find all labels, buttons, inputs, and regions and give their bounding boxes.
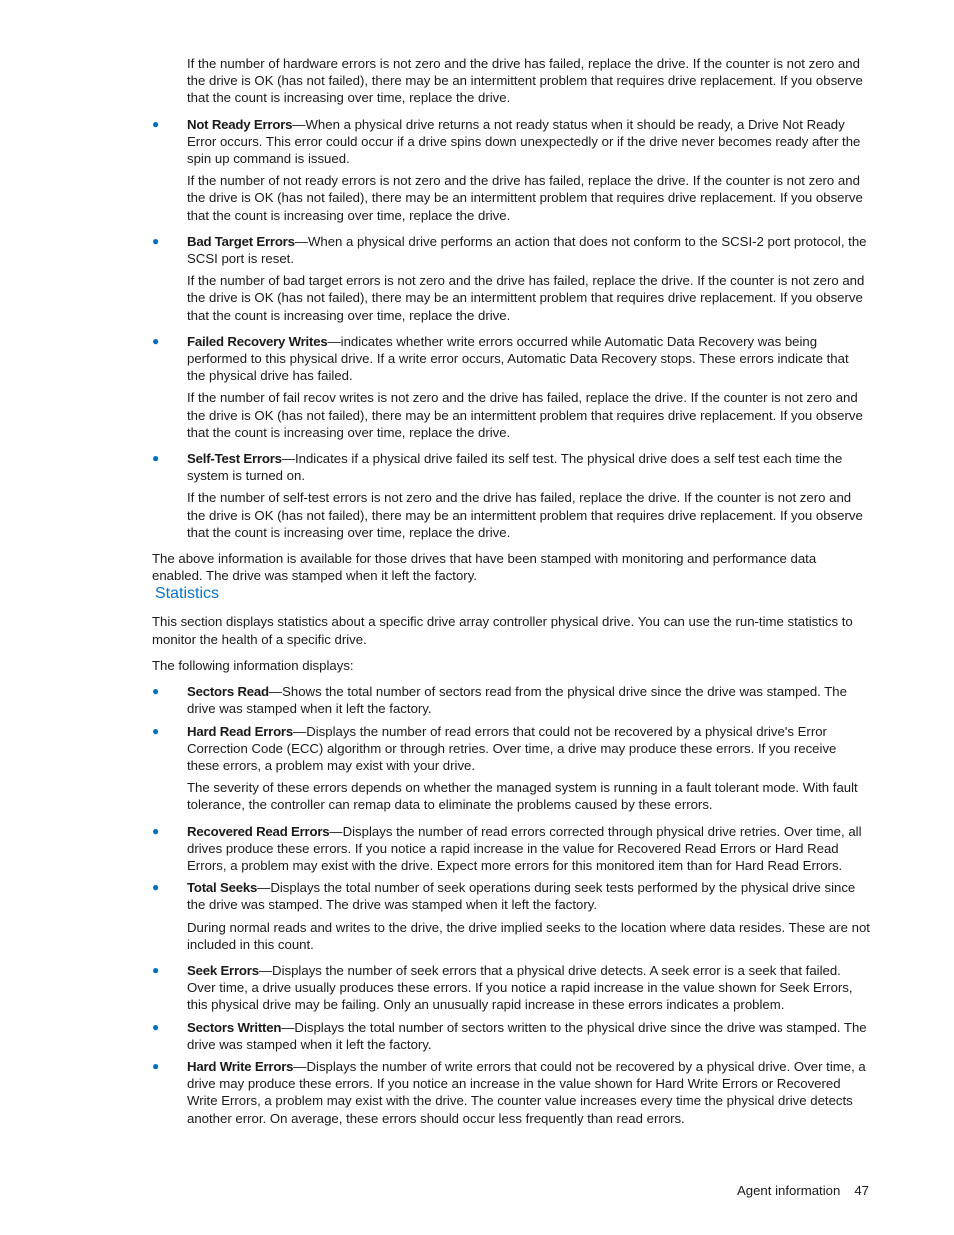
bullet-icon: ● — [152, 233, 160, 248]
term-label: Self-Test Errors — [187, 451, 282, 467]
list-item-text — [187, 1019, 870, 1053]
list-item-note: If the number of fail recov writes is not zero and the drive has failed, replace the drive. If the counter is not zero and the drive is OK (has not failed), there may be an intermittent problem that requires drive replacement. If you observe that the count is increasing over time, replace the drive. — [187, 390, 863, 440]
term-description: —When a physical drive returns a not ready status when it should be ready, a Drive Not Ready Error occurs. This error could occur if a drive spins down unexpectedly or if the drive never becomes ready after the spin up command is issued. — [187, 116, 861, 167]
list-item-text — [187, 962, 870, 1014]
list-item-not-ready-errors — [152, 116, 870, 224]
list-item-text — [187, 879, 870, 913]
list-item-note: If the number of self-test errors is not zero and the drive has failed, replace the drive. If the counter is not zero and the drive is OK (has not failed), there may be an intermittent problem that requires drive replacement. If you observe that the count is increasing over time, replace the drive. — [187, 490, 863, 540]
list-item-text — [187, 333, 870, 385]
list-item-recovered-read-errors — [152, 823, 870, 875]
term-label: Failed Recovery Writes — [187, 333, 328, 349]
list-item-note: During normal reads and writes to the drive, the drive implied seeks to the location where data resides. These are not included in this count. — [187, 919, 870, 952]
bullet-icon: ● — [152, 823, 160, 838]
term-label: Total Seeks — [187, 880, 258, 896]
bullet-icon: ● — [152, 1019, 160, 1034]
term-label: Bad Target Errors — [187, 233, 295, 249]
term-label: Sectors Written — [187, 1019, 282, 1035]
term-description: —Displays the number of seek errors that a physical drive detects. A seek error is a seek that failed. Over time, a drive usually produces these errors. If you notice a rapid increase in the value shown for Seek Errors, this physical drive may be failing. Only an unusually rapid increase in these errors indicates a problem. — [187, 962, 853, 1013]
term-label: Hard Read Errors — [187, 723, 294, 739]
list-item-text — [187, 823, 870, 875]
intro-paragraph: If the number of hardware errors is not zero and the drive has failed, replace the drive. If the counter is not zero and the drive is OK (has not failed), there may be an intermittent problem that requires drive replacement. If you observe that the count is increasing over time, replace the drive. — [187, 56, 863, 106]
term-description: —Displays the total number of seek operations during seek tests performed by the physical drive since the drive was stamped. The drive was stamped when it left the factory. — [187, 880, 856, 913]
list-item-hard-read-errors — [152, 723, 870, 814]
list-item-bad-target-errors — [152, 233, 870, 324]
bullet-icon: ● — [152, 684, 160, 699]
list-item-note: If the number of not ready errors is not zero and the drive has failed, replace the drive. If the counter is not zero and the drive is OK (has not failed), there may be an intermittent problem that requires drive replacement. If you observe that the count is increasing over time, replace the drive. — [187, 173, 863, 223]
above-info-paragraph: The above information is available for those drives that have been stamped with monitoring and performance data enabled. The drive was stamped when it left the factory. — [152, 551, 817, 584]
following-paragraph: The following information displays: — [152, 657, 354, 673]
list-item-text — [187, 233, 870, 267]
term-label: Hard Write Errors — [187, 1058, 294, 1074]
bullet-icon: ● — [152, 451, 160, 466]
list-item-text — [187, 1058, 870, 1127]
footer-label: Agent information — [736, 1183, 841, 1198]
list-item-text — [187, 723, 870, 775]
list-item-seek-errors — [152, 962, 870, 1014]
term-label: Recovered Read Errors — [187, 823, 330, 839]
list-item-note: If the number of bad target errors is not zero and the drive has failed, replace the drive. If the counter is not zero and the drive is OK (has not failed), there may be an intermittent problem that requires drive replacement. If you observe that the count is increasing over time, replace the drive. — [187, 273, 865, 323]
list-item-text — [187, 116, 870, 168]
section-heading-statistics: Statistics — [155, 585, 220, 603]
term-description: —Displays the total number of sectors written to the physical drive since the drive was stamped. The drive was stamped when it left the factory. — [187, 1019, 867, 1052]
list-item-hard-write-errors — [152, 1058, 870, 1127]
term-label: Not Ready Errors — [187, 116, 293, 132]
term-label: Sectors Read — [187, 684, 269, 700]
list-item-note: The severity of these errors depends on whether the managed system is running in a fault tolerant mode. With fault tolerance, the controller can remap data to eliminate the problems caused by these errors. — [187, 780, 858, 813]
bullet-icon: ● — [152, 1058, 160, 1073]
section-intro-paragraph: This section displays statistics about a specific drive array controller physical drive. You can use the run-time statistics to monitor the health of a specific drive. — [152, 614, 853, 647]
page-content — [152, 55, 870, 1127]
list-item-text — [187, 683, 870, 717]
list-item-text — [187, 450, 870, 484]
bullet-icon: ● — [152, 723, 160, 738]
bullet-icon: ● — [152, 116, 160, 131]
term-description: —Indicates if a physical drive failed its self test. The physical drive does a self test each time the system is turned on. — [187, 451, 843, 484]
list-item-self-test-errors — [152, 450, 870, 541]
list-item-sectors-read — [152, 683, 870, 717]
page-number: 47 — [854, 1183, 869, 1198]
bullet-icon: ● — [152, 333, 160, 348]
term-description: —indicates whether write errors occurred while Automatic Data Recovery was being performed to this physical drive. If a write error occurs, Automatic Data Recovery stops. These errors indicate that the physical drive has failed. — [187, 333, 849, 384]
list-item-sectors-written — [152, 1019, 870, 1053]
list-item-total-seeks — [152, 879, 870, 953]
term-label: Seek Errors — [187, 962, 259, 978]
list-item-failed-recovery-writes — [152, 333, 870, 441]
page-footer — [737, 1182, 869, 1199]
term-description: —When a physical drive performs an action that does not conform to the SCSI-2 port protocol, the SCSI port is reset. — [187, 233, 867, 267]
term-description: —Displays the number of write errors that could not be recovered by a physical drive. Over time, a drive may produce these errors. If you notice an increase in the value shown for Hard Write Errors or Recovered Write Errors, a problem may exist with the drive. The counter value increases every time the physical drive detects another error. On average, these errors should occur less frequently than read errors. — [187, 1058, 866, 1126]
bullet-icon: ● — [152, 962, 160, 977]
term-description: —Displays the number of read errors that could not be recovered by a physical drive's Error Correction Code (ECC) algorithm or through retries. Over time, a drive may produce these errors. If you receive these errors, a problem may exist with your drive. — [187, 723, 837, 773]
term-description: —Shows the total number of sectors read from the physical drive since the drive was stamped. The drive was stamped when it left the factory. — [187, 684, 847, 717]
term-description: —Displays the number of read errors corrected through physical drive retries. Over time, all drives produce these errors. If you notice a rapid increase in the value for Recovered Read Errors or Hard Read Errors, a problem may exist with the drive. Expect more errors for this monitored item than for Hard Read Errors. — [187, 823, 862, 873]
bullet-icon: ● — [152, 880, 160, 895]
